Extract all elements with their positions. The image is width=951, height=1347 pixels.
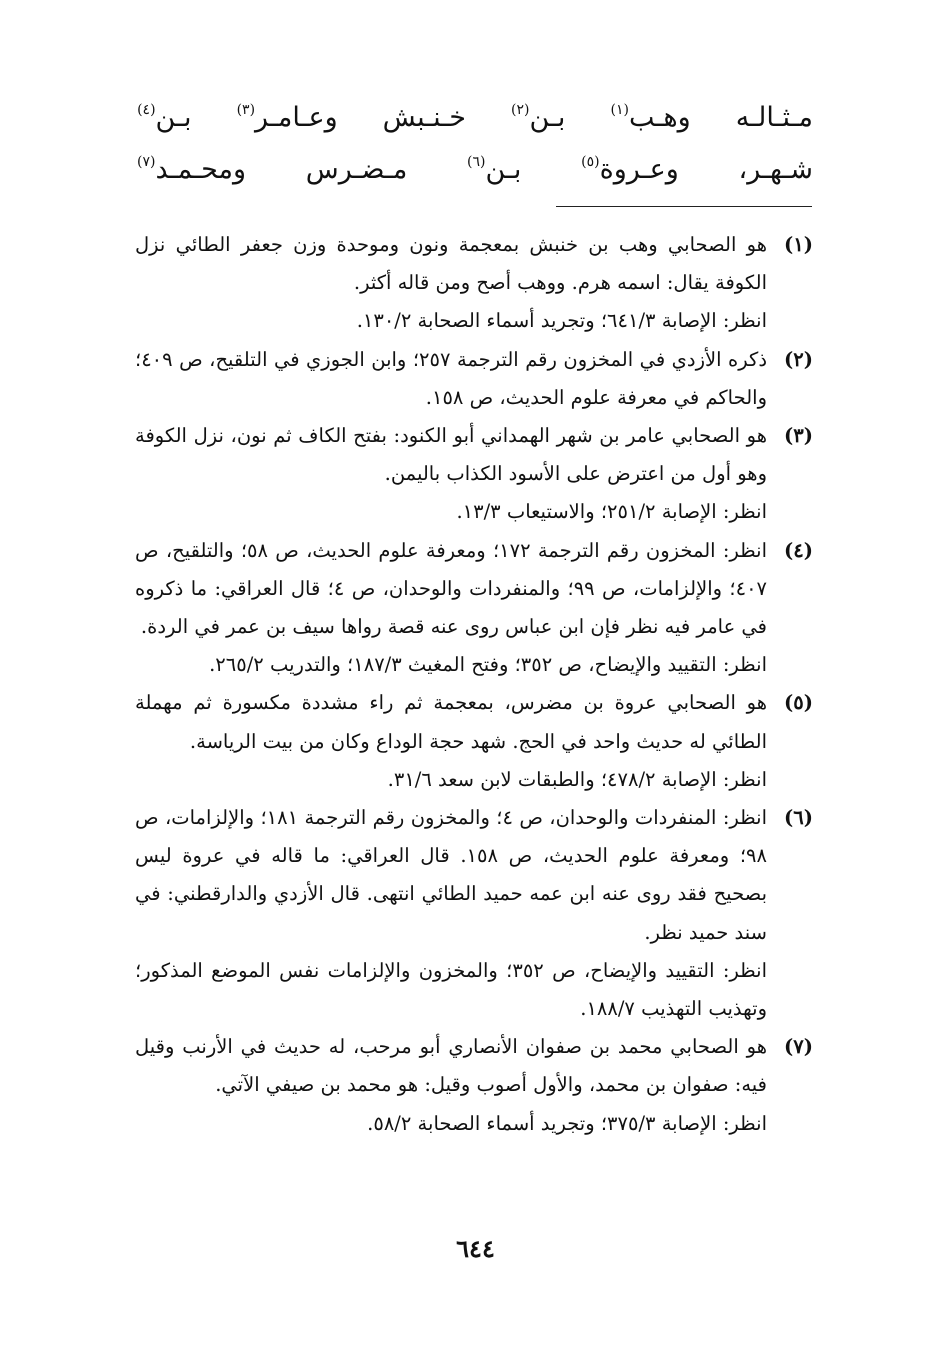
footnote-number: (١) <box>784 233 813 256</box>
name-word <box>383 92 466 144</box>
name-word-text: وعـروة <box>599 154 679 185</box>
name-word-text: بـن <box>155 102 192 133</box>
name-word <box>137 136 246 196</box>
name-word-text: مـثـالـه <box>735 102 813 133</box>
footnote <box>135 684 813 799</box>
name-word-text: بـن <box>485 154 522 185</box>
footnote-paragraph: انظر: التقييد والإيضاح، ص ٣٥٢؛ وفتح المغيث ١٨٧/٣؛ والتدريب ٢٦٥/٢. <box>209 653 767 677</box>
footnote-body <box>135 1028 767 1143</box>
name-word-text: ومحـمـد <box>155 154 247 185</box>
footnote-body <box>135 341 767 417</box>
footnote-paragraph: انظر: الإصابة ٦٤١/٣؛ وتجريد أسماء الصحابة ١٣٠/٢. <box>356 309 767 333</box>
name-word <box>610 84 690 144</box>
names-line <box>137 84 813 136</box>
name-word <box>237 84 338 144</box>
name-word <box>306 144 408 196</box>
name-word <box>511 84 565 144</box>
name-word-text: خـنـبش <box>382 102 466 133</box>
footnote <box>135 341 813 417</box>
main-text-names <box>137 84 813 188</box>
footnote-marker[interactable]: (٢) <box>510 102 530 118</box>
footnote-paragraph: انظر: الإصابة ٢٥١/٢؛ والاستيعاب ١٣/٣. <box>456 500 767 524</box>
name-word <box>581 136 679 196</box>
footnote-paragraph: انظر: الإصابة ٣٧٥/٣؛ وتجريد أسماء الصحابة ٥٨/٢. <box>367 1111 767 1135</box>
name-word-text: مـضـرس <box>305 154 408 185</box>
footnote-body <box>135 226 767 341</box>
name-word <box>467 136 521 196</box>
name-word <box>738 144 813 196</box>
footnotes <box>135 226 813 1143</box>
footnote <box>135 799 813 1028</box>
footnote-marker[interactable]: (٦) <box>467 154 486 170</box>
page-number: ٦٤٤ <box>456 1234 495 1263</box>
footnote-number: (٢) <box>784 347 813 371</box>
footnote-marker[interactable]: (١) <box>610 102 629 118</box>
footnote-paragraph: هو الصحابي محمد بن صفوان الأنصاري أبو مرحب، له حديث في الأرنب وقيل فيه: صفوان بن محمد، والأول أصوب وقيل: هو محمد بن صيفي الآتي. <box>135 1035 767 1097</box>
footnote-paragraph: انظر: المخزون رقم الترجمة ١٧٢؛ ومعرفة علوم الحديث، ص ٥٨؛ والتلقيح، ص ٤٠٧؛ والإلزامات، ص ٩٩؛ والمنفردات والوحدان، ص ٤؛ قال العراقي: ما ذكروه في عامر فيه نظر فإن ابن عباس روى عنه قصة رواها سيف بن عمر في الردة. <box>135 538 768 639</box>
footnote-marker[interactable]: (٧) <box>137 154 156 170</box>
footnote-body <box>135 799 767 1028</box>
footnote-paragraph: انظر: المنفردات والوحدان، ص ٤؛ والمخزون رقم الترجمة ١٨١؛ والإلزامات، ص ٩٨؛ ومعرفة علوم الحديث، ص ١٥٨. قال العراقي: ما قاله في عروة ليس بصحيح فقد روى عنه ابن عمه حميد الطائي انتهى. قال الأزدي والدارقطني: في سند حميد نظر. <box>135 806 767 944</box>
footnote-paragraph: انظر: الإصابة ٤٧٨/٢؛ والطبقات لابن سعد ٣١/٦. <box>387 767 767 791</box>
name-word-text: وعـامـر <box>255 102 338 133</box>
name-word-text: شـهـر، <box>738 154 813 185</box>
footnote <box>135 532 813 685</box>
footnote-number: (٣) <box>784 424 813 448</box>
footnote-body <box>135 417 767 532</box>
name-word <box>137 84 191 144</box>
footnote <box>135 1028 813 1143</box>
name-word-text: بـن <box>529 102 566 133</box>
footnote-number: (٧) <box>784 1035 813 1059</box>
footnote <box>135 226 813 341</box>
footnote-paragraph: هو الصحابي وهب بن خنبش بمعجمة ونون وموحدة وزن جعفر الطائي نزل الكوفة يقال: اسمه هرم. ووهب أصح ومن قاله أكثر. <box>135 233 767 295</box>
footnote-marker[interactable]: (٣) <box>236 102 256 118</box>
footnote-marker[interactable]: (٥) <box>581 154 600 170</box>
name-word <box>736 92 813 144</box>
footnote-body <box>135 532 767 685</box>
footnote-paragraph: هو الصحابي عروة بن مضرس، بمعجمة ثم راء مشددة مكسورة ثم مهملة الطائي له حديث واحد في الحج. شهد حجة الوداع وكان من بيت الرياسة. <box>135 691 767 753</box>
footnote <box>135 417 813 532</box>
footnote-paragraph: هو الصحابي عامر بن شهر الهمداني أبو الكنود: بفتح الكاف ثم نون، نزل الكوفة وهو أول من اعترض على الأسود الكذاب باليمن. <box>135 424 767 486</box>
footnote-separator <box>556 206 812 207</box>
names-line <box>137 136 813 188</box>
footnote-number: (٦) <box>784 806 813 830</box>
footnote-number: (٤) <box>784 538 813 562</box>
footnote-paragraph: ذكره الأزدي في المخزون رقم الترجمة ٢٥٧؛ وابن الجوزي في التلقيح، ص ٤٠٩؛ والحاكم في معرفة علوم الحديث، ص ١٥٨. <box>135 347 767 409</box>
name-word-text: وهـب <box>628 102 691 133</box>
footnote-body <box>135 684 767 799</box>
footnote-marker[interactable]: (٤) <box>137 102 156 118</box>
footnote-paragraph: انظر: التقييد والإيضاح، ص ٣٥٢؛ والمخزون والإلزامات نفس الموضع المذكور؛ وتهذيب التهذيب ١٨٨/٧. <box>135 958 767 1021</box>
footnote-number: (٥) <box>784 691 813 715</box>
